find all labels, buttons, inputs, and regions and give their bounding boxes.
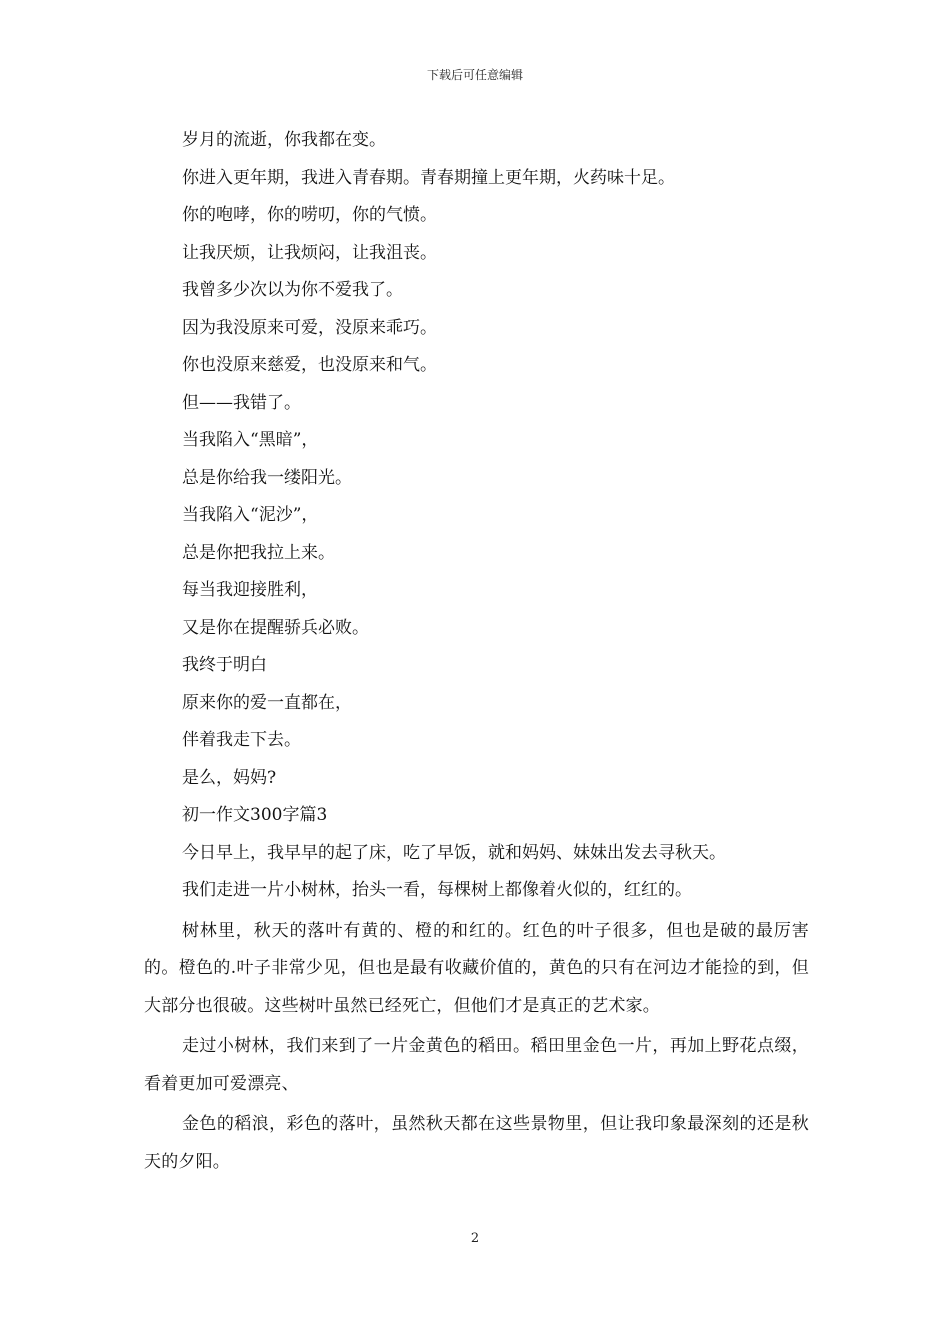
text-line: 你进入更年期，我进入青春期。青春期撞上更年期，火药味十足。 — [182, 167, 675, 188]
paragraph: 树林里，秋天的落叶有黄的、橙的和红的。红色的叶子很多，但也是破的最厉害的。橙色的.叶子非常少见，但也是最有收藏价值的，黄色的只有在河边才能捡的到，但大部分也很破。这些树叶虽然已经死亡，但他们才是真正的艺术家。 — [144, 920, 809, 1016]
text-line: 每当我迎接胜利， — [182, 580, 318, 600]
text-line: 总是你给我一缕阳光。 — [182, 467, 352, 488]
section-heading: 初一作文300字篇3 — [182, 805, 328, 825]
text-line: 我们走进一片小树林，抬头一看，每棵树上都像着火似的，红红的。 — [182, 880, 692, 900]
paragraph: 走过小树林，我们来到了一片金黄色的稻田。稻田里金色一片，再加上野花点缀，看着更加可爱漂亮、 — [144, 1036, 809, 1094]
text-line: 当我陷入“黑暗”， — [182, 430, 319, 450]
text-line: 但——我错了。 — [182, 392, 301, 413]
text-line: 你的咆哮，你的唠叨，你的气愤。 — [182, 205, 437, 225]
text-line: 当我陷入“泥沙”， — [182, 505, 319, 525]
page-header: 下载后可任意编辑 — [426, 68, 523, 82]
document-body — [144, 122, 809, 1181]
text-line: 又是你在提醒骄兵必败。 — [182, 617, 369, 638]
paragraph: 金色的稻浪，彩色的落叶，虽然秋天都在这些景物里，但让我印象最深刻的还是秋天的夕阳。 — [144, 1114, 809, 1172]
text-line: 是么，妈妈? — [182, 767, 277, 788]
text-line: 让我厌烦，让我烦闷，让我沮丧。 — [182, 242, 437, 263]
text-line: 你也没原来慈爱，也没原来和气。 — [182, 355, 437, 375]
page-number: 2 — [470, 1231, 480, 1246]
text-line: 今日早上，我早早的起了床，吃了早饭，就和妈妈、妹妹出发去寻秋天。 — [182, 842, 726, 863]
text-line: 原来你的爱一直都在， — [182, 692, 352, 713]
text-line: 总是你把我拉上来。 — [182, 542, 335, 563]
text-line: 伴着我走下去。 — [182, 730, 301, 750]
text-line: 岁月的流逝，你我都在变。 — [182, 130, 386, 150]
text-line: 因为我没原来可爱，没原来乖巧。 — [182, 317, 437, 338]
text-line: 我终于明白 — [182, 655, 267, 675]
text-line: 我曾多少次以为你不爱我了。 — [182, 280, 403, 300]
